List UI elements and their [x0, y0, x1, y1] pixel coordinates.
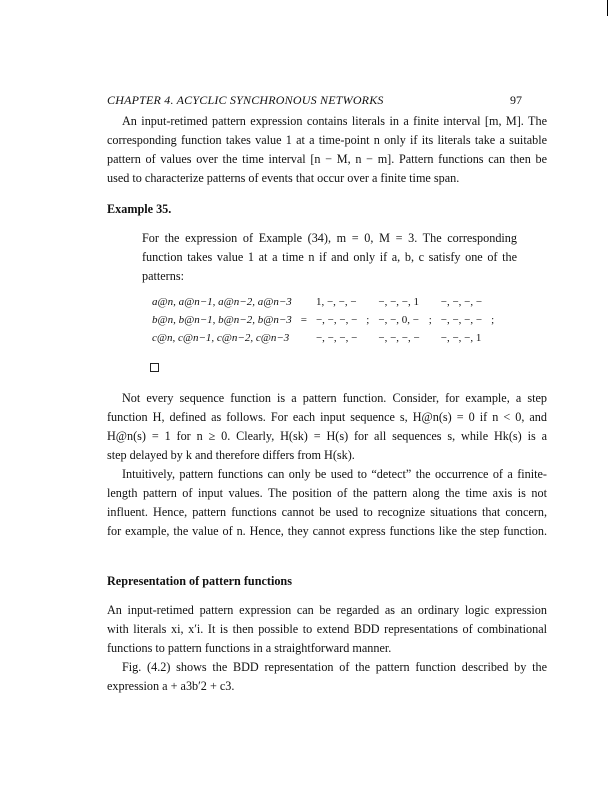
text-line: patterns:	[142, 269, 184, 283]
matrix-cell-s2: ;	[428, 314, 432, 326]
page-number: 97	[510, 93, 522, 107]
text-line: corresponding function takes value 1 at a time-point n only if its literals take a suitable	[107, 133, 547, 147]
text-line: For the expression of Example (34), m = 0, M = 3. The corresponding	[142, 231, 517, 245]
text-line: expression a + a3b′2 + c3.	[107, 679, 235, 693]
matrix-cell-s3	[491, 331, 494, 345]
matrix-cell-s1	[366, 331, 369, 345]
matrix-cell-s1	[366, 295, 369, 309]
text-line: function H, defined as follows. For each input sequence s, H@n(s) = 0 if n < 0, and	[107, 410, 547, 424]
matrix-cell-lhs: a@n, a@n−1, a@n−2, a@n−3	[152, 296, 292, 308]
page-edge-mark	[607, 0, 608, 16]
text-line: function takes value 1 at a time n if and only if a, b, c satisfy one of the	[142, 250, 517, 264]
matrix-cell-p3: −, −, −, 1	[440, 332, 482, 344]
text-line: length pattern of input values. The position of the pattern along the time axis is not	[107, 486, 547, 500]
text-line: pattern of values over the time interval [n − M, n − m]. Pattern functions can then be	[107, 152, 547, 166]
text-line: with literals xi, x′i. It is then possible to extend BDD representations of combinational	[107, 622, 547, 636]
matrix-cell-p2: −, −, −, 1	[378, 296, 419, 308]
text-line: An input-retimed pattern expression can be regarded as an ordinary logic expression	[107, 603, 547, 617]
text-line: Not every sequence function is a pattern function. Consider, for example, a step	[122, 391, 547, 405]
matrix-cell-p2: −, −, 0, −	[378, 314, 419, 326]
text-line: step delayed by k and therefore differs from H(sk).	[107, 448, 355, 462]
matrix-cell-s2	[429, 331, 432, 345]
running-header: CHAPTER 4. ACYCLIC SYNCHRONOUS NETWORKS	[107, 93, 384, 107]
matrix-cell-s1: ;	[366, 314, 370, 326]
matrix-cell-s3: ;	[491, 314, 495, 326]
matrix-cell-lhs: b@n, b@n−1, b@n−2, b@n−3	[152, 314, 292, 326]
text-line: functions to pattern functions in a straightforward manner.	[107, 641, 392, 655]
section-heading: Representation of pattern functions	[107, 574, 292, 588]
text-line: An input-retimed pattern expression contains literals in a finite interval [m, M]. The	[122, 114, 547, 128]
text-line: influent. Hence, pattern functions cannot be used to recognize situations that concern,	[107, 505, 547, 519]
end-of-example-box	[150, 363, 159, 372]
matrix-cell-p1: −, −, −, −	[315, 314, 358, 326]
matrix-cell-p2: −, −, −, −	[378, 332, 420, 344]
matrix-cell-s2	[429, 295, 432, 309]
matrix-cell-lhs: c@n, c@n−1, c@n−2, c@n−3	[152, 332, 290, 344]
text-line: used to characterize patterns of events that occur over a finite time span.	[107, 171, 460, 185]
text-line: Intuitively, pattern functions can only be used to “detect” the occurrence of a finite-	[122, 467, 547, 481]
matrix-cell-p3: −, −, −, −	[440, 296, 483, 308]
matrix-cell-eq: =	[300, 314, 307, 326]
matrix-cell-s3	[491, 295, 494, 309]
matrix-cell-eq	[301, 295, 307, 309]
pattern-matrix	[152, 295, 494, 345]
matrix-cell-p3: −, −, −, −	[440, 314, 483, 326]
matrix-cell-p1: −, −, −, −	[315, 332, 358, 344]
matrix-cell-p1: 1, −, −, −	[315, 296, 357, 308]
example-title: Example 35.	[107, 202, 172, 216]
matrix-cell-eq	[301, 331, 307, 345]
text-line: Fig. (4.2) shows the BDD representation of the pattern function described by the	[122, 660, 547, 674]
text-line: H@n(s) = 1 for n ≥ 0. Clearly, H(sk) = H(s) for all sequences s, while Hk(s) is a	[107, 429, 547, 443]
text-line: for example, the value of n. Hence, they cannot express functions like the step function.	[107, 524, 547, 538]
